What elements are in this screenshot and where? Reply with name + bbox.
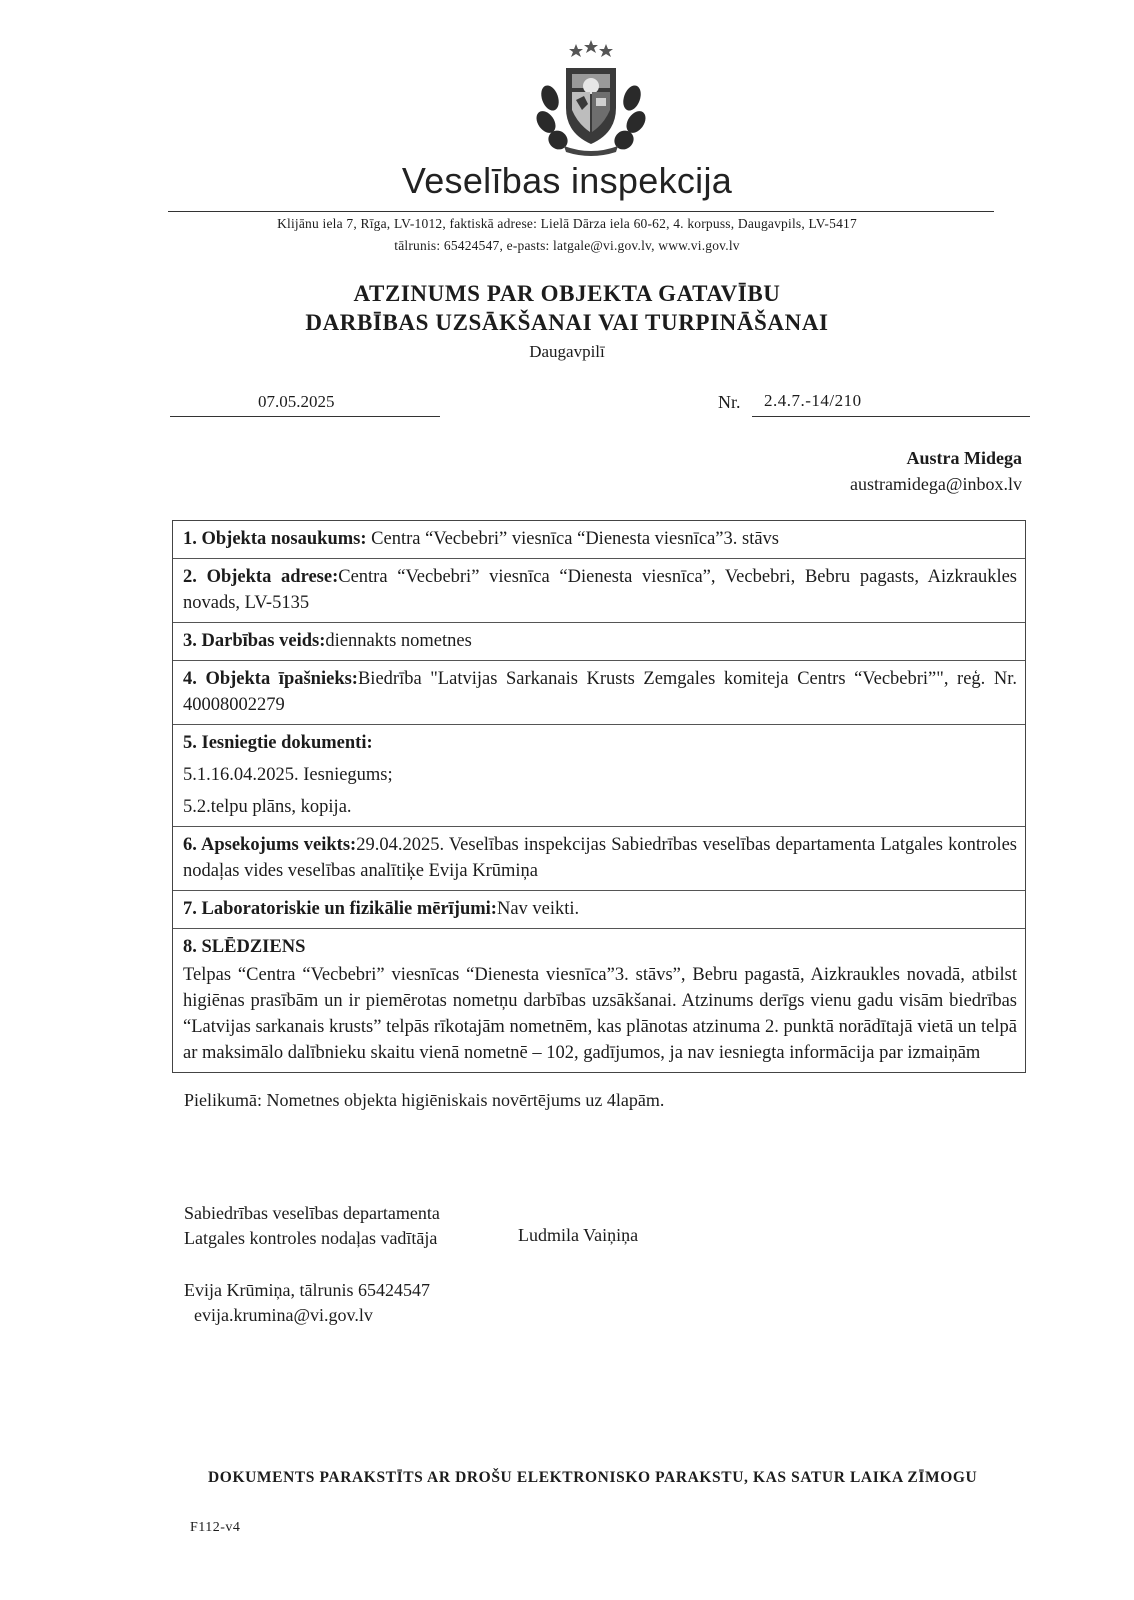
signer-name: Ludmila Vaiņiņa bbox=[518, 1225, 639, 1245]
row-label: 6. Apsekojums veikts: bbox=[183, 835, 357, 855]
details-table bbox=[172, 520, 1026, 1073]
number-label: Nr. bbox=[718, 392, 741, 412]
row-label: 2. Objekta adrese: bbox=[183, 567, 339, 587]
table-row-measurements bbox=[173, 890, 1025, 928]
table-row-object-owner bbox=[173, 660, 1025, 724]
row-value: Centra “Vecbebri” viesnīca “Dienesta viesnīca”, Vecbebri, Bebru pagasts, Aizkraukles novads, LV-5135 bbox=[183, 567, 1018, 613]
conclusion-text: Telpas “Centra “Vecbebri” viesnīcas “Dienesta viesnīca”3. stāvs”, Bebru pagastā, Aizkraukles novadā, atbilst higiēnas prasībām un ir piemērotas nometņu darbības uzsākšanai. Atzinums derīgs vienu gadu visām biedrības “Latvijas sarkanais krusts” telpās rīkotajām nometnēm, kas plānotas atzinuma 2. punktā norādītajā vietā un telpā ar maksimālo dalībnieku skaitu vienā nometnē – 102, gadījumos, ja nav iesniegta informācija par izmaiņām bbox=[183, 965, 1017, 1063]
row-label: 5. Iesniegtie dokumenti: bbox=[183, 733, 373, 753]
table-row-inspection bbox=[173, 826, 1025, 890]
recipient-email: austramidega@inbox.lv bbox=[849, 474, 1022, 494]
recipient-name: Austra Midega bbox=[906, 448, 1022, 468]
table-row-conclusion bbox=[173, 928, 1025, 1072]
document-date: 07.05.2025 bbox=[258, 392, 335, 411]
row-label: 3. Darbības veids: bbox=[183, 631, 326, 651]
table-row-object-name bbox=[173, 521, 1025, 558]
signer-position-line1: Sabiedrības veselības departamenta bbox=[184, 1203, 440, 1223]
number-underline bbox=[752, 416, 1030, 417]
e-signature-note: DOKUMENTS PARAKSTĪTS AR DROŠU ELEKTRONISKO PARAKSTU, KAS SATUR LAIKA ZĪMOGU bbox=[208, 1469, 978, 1486]
row-value: Nav veikti. bbox=[496, 899, 580, 919]
row-value: Centra “Vecbebri” viesnīca “Dienesta viesnīca”3. stāvs bbox=[366, 529, 779, 549]
submitted-document-2: 5.2.telpu plāns, kopija. bbox=[183, 797, 352, 817]
row-label: 1. Objekta nosaukums: bbox=[183, 529, 367, 549]
issue-place: Daugavpilī bbox=[529, 342, 605, 361]
table-row-activity-type bbox=[173, 622, 1025, 660]
agency-contacts: tālrunis: 65424547, e-pasts: latgale@vi.gov.lv, www.vi.gov.lv bbox=[394, 238, 740, 253]
document-number: 2.4.7.-14/210 bbox=[764, 391, 862, 410]
header-divider bbox=[168, 211, 994, 212]
coat-of-arms-icon bbox=[536, 38, 646, 156]
table-row-submitted-documents bbox=[173, 724, 1025, 826]
row-label: 8. SLĒDZIENS bbox=[183, 937, 306, 957]
table-row-object-address bbox=[173, 558, 1025, 622]
date-underline bbox=[170, 416, 440, 417]
submitted-document-1: 5.1.16.04.2025. Iesniegums; bbox=[183, 765, 393, 785]
signer-position-line2: Latgales kontroles nodaļas vadītāja bbox=[184, 1228, 438, 1248]
contact-email: evija.krumina@vi.gov.lv bbox=[194, 1305, 373, 1325]
row-value: diennakts nometnes bbox=[325, 631, 472, 651]
contact-person: Evija Krūmiņa, tālrunis 65424547 bbox=[184, 1280, 430, 1300]
row-value: Biedrība "Latvijas Sarkanais Krusts Zemgales komiteja Centrs “Vecbebri”", reģ. Nr. 40008002279 bbox=[183, 669, 1017, 715]
agency-address: Klijānu iela 7, Rīga, LV-1012, faktiskā adrese: Lielā Dārza iela 60-62, 4. korpuss, Daugavpils, LV-5417 bbox=[277, 216, 857, 231]
agency-name: Veselības inspekcija bbox=[401, 160, 733, 201]
row-label: 4. Objekta īpašnieks: bbox=[183, 669, 358, 689]
row-label: 7. Laboratoriskie un fizikālie mērījumi: bbox=[183, 899, 497, 919]
row-value: 29.04.2025. Veselības inspekcijas Sabiedrības veselības departamenta Latgales kontroles nodaļas vides veselības analītiķe Evija Krūmiņa bbox=[183, 835, 1017, 881]
document-title-line1: ATZINUMS PAR OBJEKTA GATAVĪBU bbox=[353, 281, 781, 306]
document-title-line2: DARBĪBAS UZSĀKŠANAI VAI TURPINĀŠANAI bbox=[305, 310, 829, 335]
attachment-note: Pielikumā: Nometnes objekta higiēniskais novērtējums uz 4lapām. bbox=[184, 1090, 665, 1110]
form-code: F112-v4 bbox=[190, 1520, 241, 1535]
